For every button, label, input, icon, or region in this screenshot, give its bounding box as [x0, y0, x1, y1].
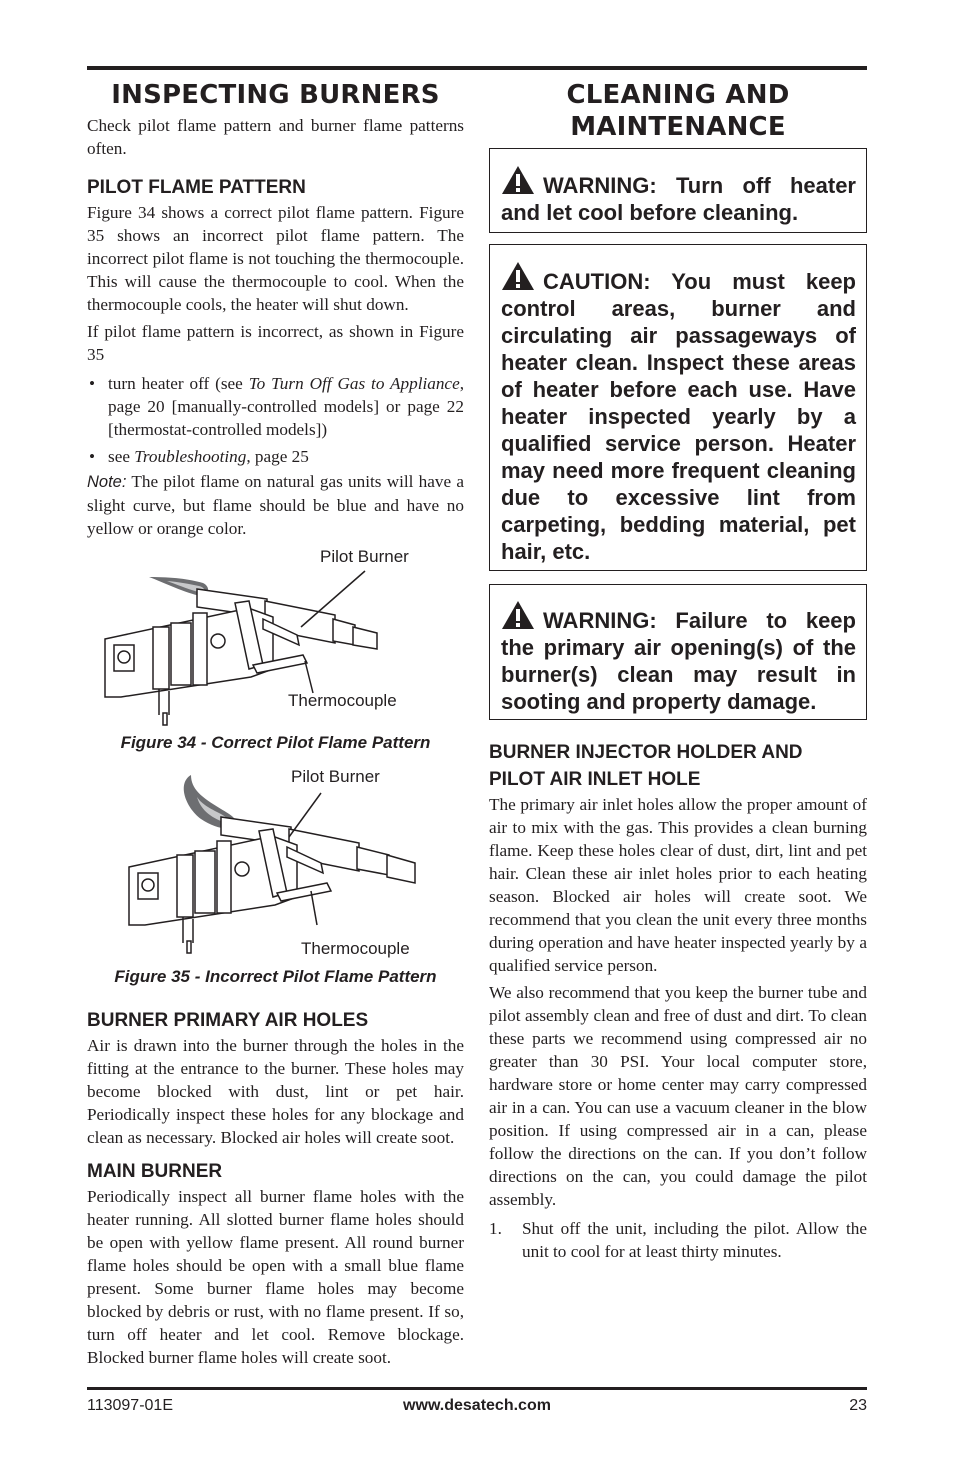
pilot-flame-heading: PILOT FLAME PATTERN	[87, 177, 306, 198]
primary-air-holes-paragraph: Air is drawn into the burner through the holes in the fitting at the entrance to the burner. These holes may become blocked with dust, lint or pet hair. Periodically inspect these holes for any blockage and clean as necessary. Blocked air holes will create soot.	[87, 1036, 464, 1147]
injector-holder-heading: BURNER INJECTOR HOLDER AND PILOT AIR INLET HOLE	[489, 742, 803, 790]
warning-icon	[501, 165, 535, 195]
note-paragraph: Note: The pilot flame on natural gas units will have a slight curve, but flame should be blue and have no yellow or orange color.	[87, 472, 464, 538]
fig34-pilot-burner-label: Pilot Burner	[320, 547, 409, 566]
top-rule	[87, 66, 867, 70]
caution-text: CAUTION: You must keep control areas, burner and circulating air passageways of heater clean. Inspect these areas of heater before each use. Have heater inspected yearly by a qualified service person. Heater may need more frequent cleaning due to excessive lint from carpeting, bedding material, pet hair, etc.	[501, 269, 856, 564]
bullet-troubleshooting: • see Troubleshooting, page 25	[87, 445, 464, 468]
note-label: Note:	[87, 473, 127, 491]
turn-off-gas-reference: To Turn Off Gas to Appliance	[248, 374, 460, 393]
figure-34-drawing	[87, 547, 464, 737]
pilot-flame-bullets	[87, 372, 464, 468]
main-burner-heading: MAIN BURNER	[87, 1161, 223, 1182]
fig35-pilot-burner-label: Pilot Burner	[291, 767, 380, 786]
inspecting-intro: Check pilot flame pattern and burner flame patterns often.	[87, 116, 464, 158]
footer-website: www.desatech.com	[403, 1397, 551, 1414]
warning-cool-text: WARNING: Turn off heater and let cool before cleaning.	[501, 173, 856, 225]
figure-35-caption: Figure 35 - Incorrect Pilot Flame Pattern	[114, 967, 437, 986]
injector-paragraph-2: We also recommend that you keep the burner tube and pilot assembly clean and free of dust and dirt. To clean these parts we recommend using compressed air no greater than 30 PSI. Your local computer store, hardware store or home center may carry compressed air in a can. You can use a vacuum cleaner in the blow position. If using compressed air in a can, please follow the directions on the can. If you don’t follow directions on the can, you could damage the pilot assembly.	[489, 983, 867, 1209]
right-column	[489, 78, 867, 1263]
figure-35	[87, 767, 464, 999]
main-burner-paragraph: Periodically inspect all burner flame holes with the heater running. All slotted burner flame holes should be open with yellow flame present. All round burner flame holes should be open with a small blue flame present. Some burner flame holes may become blocked by debris or rust, with no flame present. If so, turn off heater and let cool. Remove blockage. Blocked burner flame holes will create soot.	[87, 1187, 464, 1367]
caution-icon	[501, 261, 535, 291]
bottom-rule	[87, 1387, 867, 1390]
troubleshooting-reference: Troubleshooting	[134, 447, 247, 466]
fig35-thermocouple-label: Thermocouple	[301, 939, 410, 958]
pilot-flame-paragraph-2: If pilot flame pattern is incorrect, as shown in Figure 35	[87, 322, 464, 364]
warning-icon	[501, 600, 535, 630]
cleaning-steps	[489, 1217, 867, 1263]
warning-box-cool	[489, 148, 867, 233]
pilot-flame-paragraph-1: Figure 34 shows a correct pilot flame pattern. Figure 35 shows an incorrect pilot flame pattern. The incorrect pilot flame is not touching the thermocouple. This will cause the thermocouple to cool. When the thermocouple cools, the heater will shut down.	[87, 203, 464, 314]
figure-34	[87, 547, 464, 760]
warning-box-sooting	[489, 584, 867, 720]
inspecting-burners-title: INSPECTING BURNERS	[111, 80, 440, 110]
cleaning-title: CLEANING AND MAINTENANCE	[566, 80, 790, 142]
step-1-number: 1.	[489, 1219, 502, 1238]
warning-sooting-text: WARNING: Failure to keep the primary air opening(s) of the burner(s) clean may result in sooting and property damage.	[501, 608, 856, 714]
footer-doc-number: 113097-01E	[87, 1397, 173, 1414]
step-1: 1. Shut off the unit, including the pilot. Allow the unit to cool for at least thirty minutes.	[489, 1219, 867, 1261]
figure-34-caption: Figure 34 - Correct Pilot Flame Pattern	[120, 733, 431, 752]
primary-air-holes-heading: BURNER PRIMARY AIR HOLES	[87, 1010, 369, 1031]
left-column	[87, 78, 464, 1369]
footer-page-number: 23	[849, 1397, 867, 1414]
injector-paragraph-1: The primary air inlet holes allow the proper amount of air to mix with the gas. This provides a clean burning flame. Keep these holes clear of dust, dirt, lint and pet hair. Clean these air inlet holes prior to each heating season. Blocked air holes will create soot. We recommend that you clean the unit every three months during operation and have heater inspected yearly by a qualified service person.	[489, 795, 867, 975]
bullet-turn-off: • turn heater off (see To Turn Off Gas to Appliance, page 20 [manually-controlled models] or page 22 [thermostat-controlled models])	[87, 372, 464, 441]
fig34-thermocouple-label: Thermocouple	[288, 691, 397, 710]
caution-box	[489, 244, 867, 571]
